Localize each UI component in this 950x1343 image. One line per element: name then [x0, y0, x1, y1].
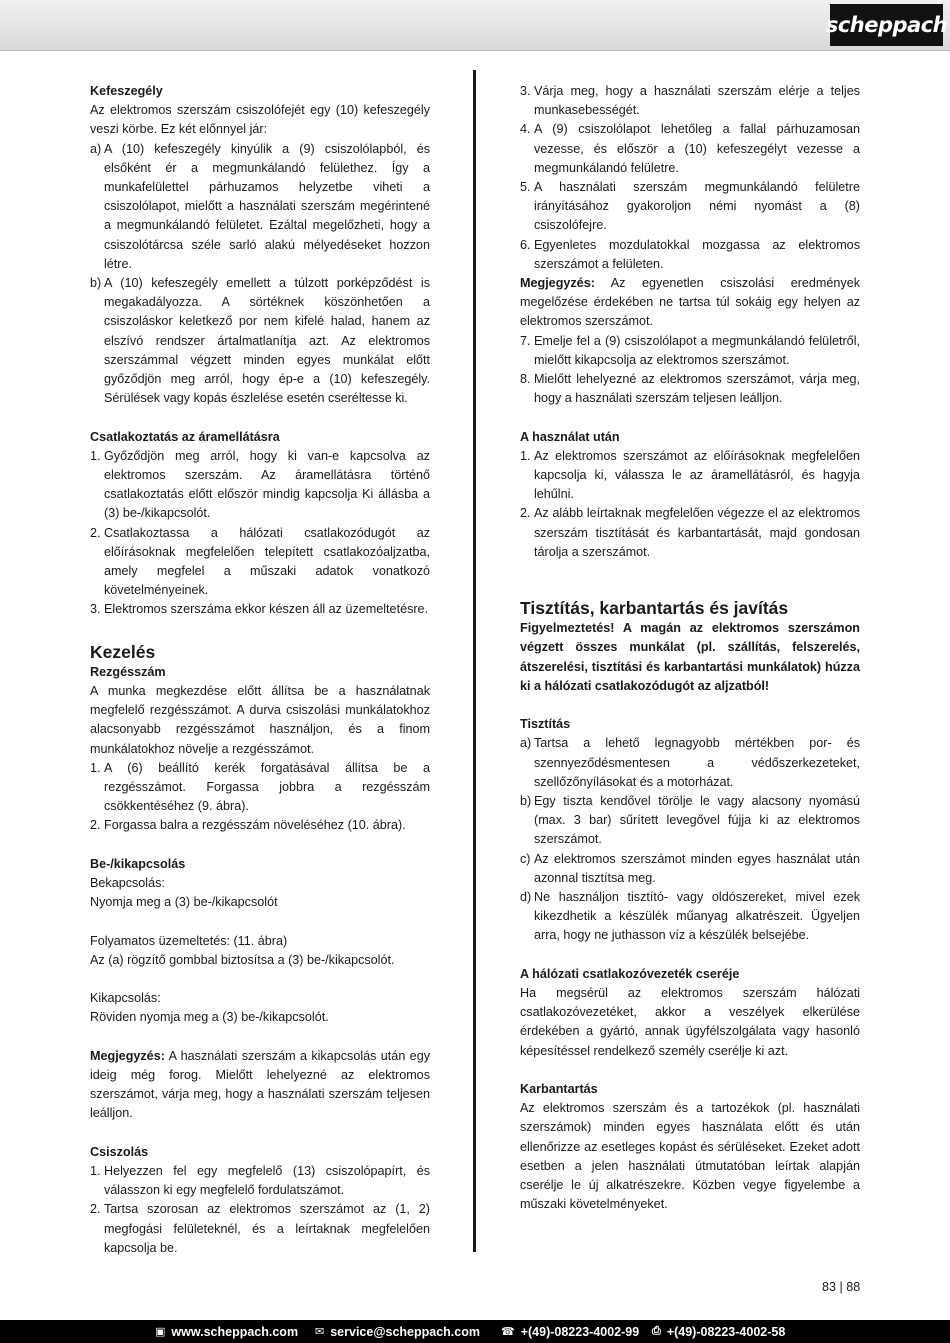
- list-text: A (9) csiszolólapot lehetőleg a fallal párhuzamosan vezesse, és először a (10) kefeszegélyt vezesse a megmunkálandó felületre.: [534, 122, 860, 175]
- envelope-icon: ✉: [315, 1326, 325, 1338]
- list-item: [90, 274, 430, 408]
- csisz-heading: Csiszolás: [90, 1144, 149, 1159]
- right-column: [520, 82, 860, 1215]
- csisz-list-end: [520, 332, 860, 409]
- foly-label: Folyamatos üzemeltetés: (11. ábra): [90, 933, 288, 948]
- list-text: A (10) kefeszegély emellett a túlzott porképződést is megakadályozza. A sörtéknek köszönhetően a csiszoláskor keletkező por nem kifelé halad, hanem az elszívó rendszer ártalmatlanítja azt. Az elektromos szerszámmal végzett minden egyes munkálat előtt győződjön meg arról, hogy ép-e a (10) kefeszegély. Sérülések vagy kopás észlelése esetén cseréltesse ki.: [104, 276, 430, 406]
- kik-label: Kikapcsolás:: [90, 991, 161, 1006]
- list-item: [520, 120, 860, 178]
- list-marker: 5.: [520, 180, 531, 195]
- list-item: [520, 504, 860, 562]
- list-marker: 8.: [520, 372, 531, 387]
- after-heading: A használat után: [520, 429, 620, 444]
- phone-icon: ☎: [501, 1326, 515, 1338]
- list-marker: 1.: [90, 760, 101, 775]
- list-text: A (6) beállító kerék forgatásával állítsa be a rezgésszámot. Forgassa jobbra a rezgésszám csökkentéséhez (9. ábra).: [104, 760, 430, 814]
- list-marker: 2.: [90, 818, 101, 833]
- csisz-list-continued: [520, 82, 860, 274]
- list-text: A (10) kefeszegély kinyúlik a (9) csiszolólapból, és elsőként ér a megmunkálandó felülethez. Így a munkafelülettel párhuzamos helyzetbe viheti a csiszolólapot, mielőtt a használati szerszám megérintené a megmunkálandó felületet. Ezáltal megelőzheti, hogy a csiszolótárcsa széle sarló alakú mélyedéseket hozzon létre.: [104, 141, 430, 271]
- list-marker: d): [520, 890, 532, 905]
- rezges-heading: Rezgésszám: [90, 664, 166, 679]
- tiszt-main-heading: Tisztítás, karbantartás és javítás: [520, 598, 789, 619]
- csisz-list: [90, 1162, 430, 1258]
- list-marker: 3.: [520, 84, 531, 98]
- list-text: Tartsa szorosan az elektromos szerszámot az (1, 2) megfogási felületeknél, és a leírtaknak megfelelően kapcsolja be.: [104, 1202, 430, 1255]
- list-marker: 3.: [90, 602, 101, 617]
- list-marker: a): [520, 736, 532, 751]
- list-marker: 7.: [520, 333, 531, 348]
- kik-text: Röviden nyomja meg a (3) be-/kikapcsolót.: [90, 1010, 329, 1025]
- tiszt-heading: Tisztítás: [520, 717, 571, 732]
- list-marker: 2.: [520, 506, 531, 521]
- left-note: [90, 1047, 430, 1124]
- kefe-list: [90, 140, 430, 409]
- left-note-text: A használati szerszám a kikapcsolás után egy ideig még forog. Mielőtt lehelyezné az elektromos szerszámot, várja meg, hogy a használati szerszám teljesen leálljon.: [90, 1048, 430, 1121]
- warning-text: Figyelmeztetés! A magán az elektromos szerszámon végzett összes munkálat (pl. szállítás, felszerelés, átszerelési, tisztítási és karbantartási munkálatok) húzza ki a hálózati csatlakozódugót az aljzatból!: [520, 621, 860, 693]
- tiszt-list: [520, 734, 860, 945]
- cable-text: Ha megsérül az elektromos szerszám hálózati csatlakozóvezetéket, akkor a veszélyek elkerülése érdekében a gyártó, annak ügyfélszolgálata vagy hasonló képesítéssel rendelkező személy cserélje ki azt.: [520, 986, 860, 1058]
- page-number: 83 | 88: [822, 1280, 861, 1294]
- csatl-list: [90, 447, 430, 620]
- footer-fax-text: +(49)-08223-4002-58: [666, 1324, 786, 1339]
- list-marker: 6.: [520, 237, 531, 252]
- list-text: Forgassa balra a rezgésszám növeléséhez (10. ábra).: [104, 818, 406, 833]
- after-list: [520, 447, 860, 562]
- list-text: Mielőtt lehelyezné az elektromos szerszámot, várja meg, hogy a használati szerszám teljesen leálljon.: [534, 372, 860, 406]
- list-text: Helyezzen fel egy megfelelő (13) csiszolópapírt, és válasszon ki egy megfelelő fordulatszámot.: [104, 1164, 430, 1198]
- footer-web-text: www.scheppach.com: [171, 1324, 299, 1339]
- list-text: Az elektromos szerszámot minden egyes használat után azonnal tisztítsa meg.: [534, 851, 860, 885]
- list-text: Csatlakoztassa a hálózati csatlakozódugót az előírásoknak megfelelően telepített csatlakozóaljzatba, amely megfelel a műszaki adatok vonatkozó követelményeinek.: [104, 525, 430, 598]
- list-item: [90, 816, 430, 835]
- cable-heading: A hálózati csatlakozóvezeték cseréje: [520, 966, 740, 981]
- rezges-text: A munka megkezdése előtt állítsa be a használatnak megfelelő rezgésszámot. A durva csiszolási munkálatokhoz alacsonyabb rezgésszámot használjon, és a finom munkálatokhoz növelje a rezgésszámot.: [90, 684, 430, 756]
- list-text: Tartsa a lehető legnagyobb mértékben por- és szennyeződésmentesen a védőszerkezeteket, szellőzőnyílásokat és a motorházat.: [534, 736, 860, 789]
- footer-bar: [0, 1320, 950, 1343]
- list-marker: a): [90, 141, 102, 156]
- list-item: [520, 734, 860, 792]
- footer-fax[interactable]: [652, 1325, 785, 1339]
- rezges-list: [90, 759, 430, 836]
- list-text: Várja meg, hogy a használati szerszám elérje a teljes munkasebességét.: [534, 84, 860, 118]
- list-marker: 2.: [90, 1202, 101, 1217]
- right-note-label: Megjegyzés:: [520, 276, 595, 291]
- left-note-label: Megjegyzés:: [90, 1048, 165, 1063]
- header-bar: [0, 0, 950, 51]
- list-item: [90, 140, 430, 274]
- footer-phone-text: +(49)-08223-4002-99: [520, 1324, 640, 1339]
- list-text: Ne használjon tisztító- vagy oldószereket, mivel ezek kikezdhetik a készülék műanyag alkatrészeit. Ügyeljen arra, hogy ne juthasson víz a készülék belsejébe.: [534, 890, 860, 943]
- list-marker: b): [520, 794, 532, 809]
- list-item: [90, 524, 430, 601]
- list-item: [520, 792, 860, 850]
- bekik-heading: Be-/kikapcsolás: [90, 856, 186, 871]
- list-marker: 2.: [90, 525, 101, 540]
- bek-label: Bekapcsolás:: [90, 876, 165, 891]
- list-item: [520, 447, 860, 505]
- kefe-intro: Az elektromos szerszám csiszolófejét egy (10) kefeszegély veszi körbe. Ez két előnnyel jár:: [90, 103, 430, 137]
- list-item: [520, 82, 860, 120]
- list-text: Egy tiszta kendővel törölje le vagy alacsony nyomású (max. 3 bar) sűrített levegővel fújja ki az elektromos szerszámot.: [534, 794, 860, 847]
- list-text: Az elektromos szerszámot az előírásoknak megfelelően kapcsolja ki, válassza le az áramellátásról, és hagyja lehűlni.: [534, 448, 860, 502]
- right-note-text: Az egyenetlen csiszolási eredmények megelőzése érdekében ne tartsa túl sokáig egy helyen az elektromos szerszámot.: [520, 276, 860, 329]
- list-item: [520, 178, 860, 236]
- kefe-heading: Kefeszegély: [90, 84, 163, 98]
- kezeles-heading: Kezelés: [90, 641, 156, 662]
- list-marker: 1.: [90, 448, 101, 463]
- list-item: [520, 236, 860, 274]
- bek-text: Nyomja meg a (3) be-/kikapcsolót: [90, 895, 278, 910]
- list-item: [90, 600, 430, 619]
- brand-logo: scheppach: [830, 4, 943, 46]
- fax-icon: ⎙: [652, 1325, 661, 1337]
- list-item: [520, 370, 860, 408]
- list-marker: 1.: [90, 1164, 101, 1179]
- list-item: [520, 332, 860, 370]
- left-column: [90, 82, 430, 1258]
- monitor-icon: ▣: [155, 1326, 166, 1338]
- footer-web[interactable]: [155, 1325, 298, 1339]
- list-item: [90, 1162, 430, 1200]
- right-note: [520, 274, 860, 332]
- list-item: [90, 447, 430, 524]
- list-text: A használati szerszám megmunkálandó felületre irányításához gyakoroljon némi nyomást a (8) csiszolófejre.: [534, 180, 860, 233]
- footer-phone[interactable]: [501, 1325, 639, 1339]
- foly-text: Az (a) rögzítő gombbal biztosítsa a (3) be-/kikapcsolót.: [90, 952, 395, 967]
- karb-heading: Karbantartás: [520, 1082, 598, 1097]
- list-marker: 1.: [520, 448, 531, 463]
- list-marker: 4.: [520, 122, 531, 137]
- footer-email[interactable]: [315, 1325, 480, 1339]
- column-divider: [473, 70, 476, 1252]
- list-item: [520, 850, 860, 888]
- list-marker: b): [90, 276, 102, 291]
- list-marker: c): [520, 851, 531, 866]
- csatl-heading: Csatlakoztatás az áramellátásra: [90, 429, 280, 444]
- footer-email-text: service@scheppach.com: [330, 1324, 480, 1339]
- list-text: Az alább leírtaknak megfelelően végezze el az elektromos szerszám tisztítását és karbantartását, majd gondosan tárolja a szerszámot.: [534, 506, 860, 559]
- list-item: [90, 759, 430, 817]
- list-text: Elektromos szerszáma ekkor készen áll az üzemeltetésre.: [104, 602, 429, 617]
- list-item: [520, 888, 860, 946]
- list-text: Emelje fel a (9) csiszolólapot a megmunkálandó felületről, mielőtt kikapcsolja az elektromos szerszámot.: [534, 333, 860, 367]
- list-text: Győződjön meg arról, hogy ki van-e kapcsolva az elektromos szerszám. Az áramellátásra történő csatlakoztatás előtt először mindig kapcsolja Ki állásba a (3) be-/kikapcsolót.: [104, 448, 430, 521]
- list-text: Egyenletes mozdulatokkal mozgassa az elektromos szerszámot a felületen.: [534, 237, 860, 271]
- karb-text: Az elektromos szerszám és a tartozékok (pl. használati szerszámok) minden egyes használata előtt és után ellenőrizze az esetleges kopást és sérüléseket. Ezeket adott esetben a jelen használati útmutatóban leírtak alapján cserélje le új alkatrészekre. Közben vegye figyelembe a műszaki követelményeket.: [520, 1101, 860, 1212]
- list-item: [90, 1200, 430, 1258]
